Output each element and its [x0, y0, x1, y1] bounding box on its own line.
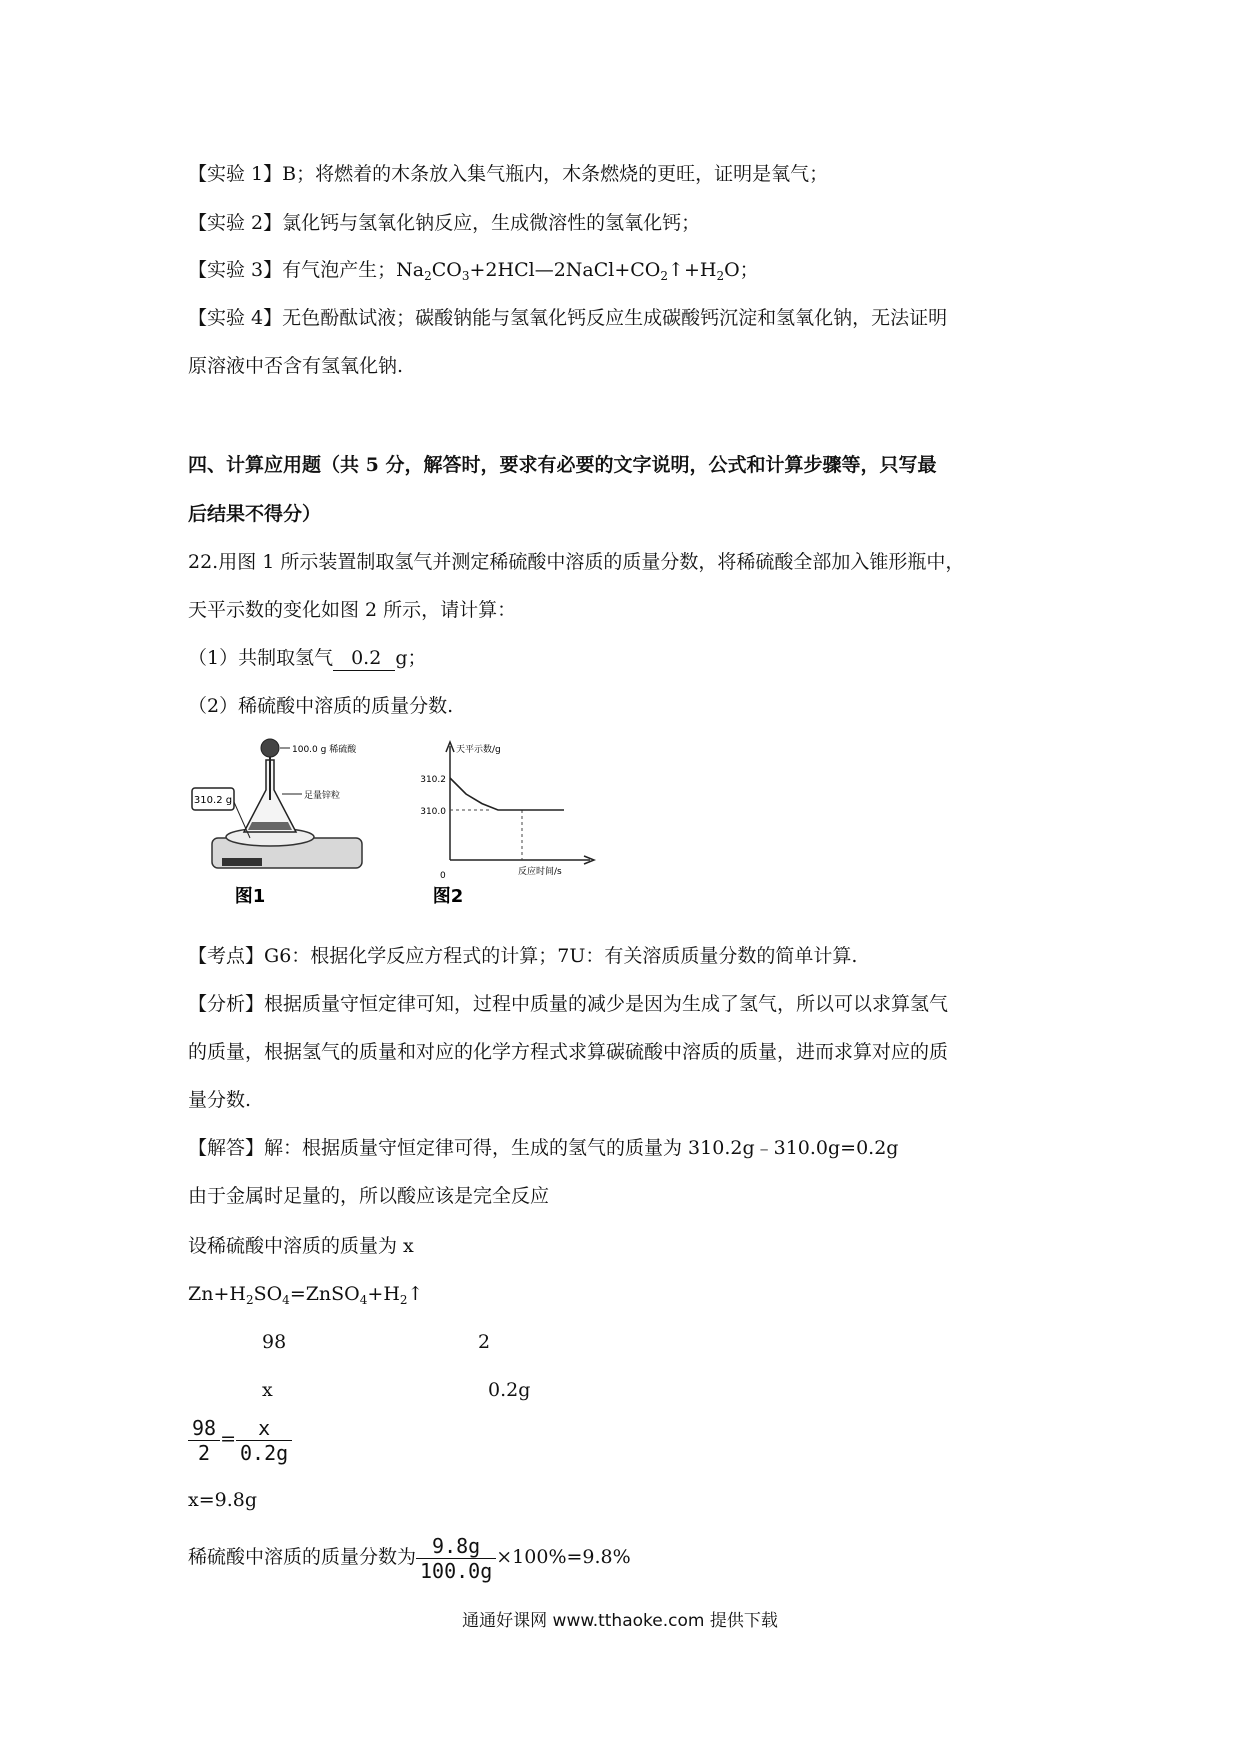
molar-mass-2: 2: [478, 1331, 491, 1353]
exp1-text: B；将燃着的木条放入集气瓶内，木条燃烧的更旺，证明是氧气；: [282, 163, 829, 185]
exp3-text: +2HCl—2NaCl+CO: [469, 259, 661, 281]
answer-blank: 0.2: [333, 646, 395, 671]
chemical-equation: [188, 1282, 423, 1312]
equation-part: SO: [253, 1283, 283, 1305]
section-heading: 四、计算应用题（共 5 分，解答时，要求有必要的文字说明，公式和计算步骤等，只写最: [188, 454, 937, 476]
denominator: 0.2g: [240, 1440, 289, 1465]
subscript: 2: [424, 269, 432, 283]
equation-part: ↑: [407, 1283, 424, 1305]
question-22-line2: 天平示数的变化如图 2 所示，请计算：: [188, 599, 517, 621]
subscript: 2: [245, 1293, 254, 1307]
exp2-line: [188, 211, 700, 235]
exp3-line: [188, 258, 759, 288]
section-heading-cont: 后结果不得分）: [188, 503, 322, 525]
fenxi-line3: 量分数.: [188, 1089, 252, 1111]
fenxi-line2: 的质量，根据氢气的质量和对应的化学方程式求算碳硫酸中溶质的质量，进而求算对应的质: [188, 1041, 949, 1063]
part1-prefix: （1）共制取氢气: [188, 647, 334, 669]
solution-line3: 设稀硫酸中溶质的质量为 x: [188, 1235, 414, 1257]
zinc-granules: [248, 822, 292, 830]
solution-line1: [188, 1136, 898, 1160]
fenxi-text: 根据质量守恒定律可知，过程中质量的减少是因为生成了氢气，所以可以求算氢气: [264, 993, 949, 1015]
kaodian-line: [188, 944, 857, 968]
question-22-line1: 22.用图 1 所示装置制取氢气并测定稀硫酸中溶质的质量分数，将稀硫酸全部加入锥形瓶中，: [188, 551, 965, 573]
fraction-98-2: [188, 1416, 220, 1465]
acid-label: 100.0 g 稀硫酸: [292, 745, 357, 755]
exp2-label: 【实验 2】: [188, 212, 283, 234]
equation-part: Zn+H: [188, 1283, 246, 1305]
exp3-text: ↑+H: [668, 259, 717, 281]
subscript: 2: [716, 269, 725, 283]
equation-part: =ZnSO: [289, 1283, 360, 1305]
y-tick-label: 310.0: [420, 807, 446, 817]
page-footer: 通通好课网 www.tthaoke.com 提供下载: [462, 1611, 778, 1631]
fraction-final: [416, 1534, 496, 1583]
hydrogen-mass: 0.2g: [488, 1379, 531, 1401]
final-answer: [188, 1530, 631, 1584]
figure-2-chart: [400, 730, 600, 910]
exp4-line2: 原溶液中否含有氢氧化钠.: [188, 355, 404, 377]
exp3-text: CO: [431, 259, 462, 281]
fenxi-line1: [188, 992, 948, 1016]
unknown-x: x: [262, 1379, 273, 1401]
figure-1: [190, 730, 390, 910]
equation-part: +H: [367, 1283, 400, 1305]
exp4-line1: [188, 306, 947, 330]
numerator: x: [236, 1416, 292, 1441]
origin-label: 0: [440, 871, 446, 881]
proportion-equation: [188, 1414, 292, 1465]
y-tick-label: 310.2: [420, 775, 446, 785]
y-axis-label: 天平示数/g: [456, 745, 501, 755]
exp2-text: 氯化钙与氢氧化钠反应，生成微溶性的氢氧化钙；: [282, 212, 701, 234]
figure-2-caption: 图2: [432, 886, 464, 907]
question-part1: [188, 646, 426, 671]
final-suffix: ×100%=9.8%: [496, 1546, 631, 1568]
equals-sign: =: [220, 1428, 237, 1450]
exp1-line: [188, 162, 828, 186]
subscript: 3: [461, 269, 470, 283]
kaodian-text: G6：根据化学反应方程式的计算；7U：有关溶质质量分数的简单计算.: [264, 945, 858, 967]
solution-label: 【解答】: [188, 1137, 265, 1159]
balance-keys: [222, 858, 262, 866]
exp3-label: 【实验 3】: [188, 259, 283, 281]
solution-line2: 由于金属时足量的，所以酸应该是完全反应: [188, 1185, 550, 1207]
numerator: 9.8g: [416, 1534, 496, 1559]
result-x: x=9.8g: [188, 1489, 258, 1511]
zinc-label: 足量锌粒: [304, 791, 341, 801]
exp4-label: 【实验 4】: [188, 307, 283, 329]
x-axis-label: 反应时间/s: [518, 867, 562, 877]
kaodian-label: 【考点】: [188, 945, 265, 967]
fraction-x-02: [236, 1416, 292, 1465]
separatory-funnel: [261, 739, 279, 757]
exp3-text: O；: [724, 259, 759, 281]
question-part2: （2）稀硫酸中溶质的质量分数.: [188, 695, 454, 717]
denominator: 2: [198, 1440, 211, 1465]
fenxi-label: 【分析】: [188, 993, 265, 1015]
solution-text: 解：根据质量守恒定律可得，生成的氢气的质量为 310.2g﹣310.0g=0.2g: [264, 1137, 899, 1159]
subscript: 4: [359, 1293, 368, 1307]
molar-mass-98: 98: [262, 1331, 287, 1353]
display-reading: 310.2 g: [193, 795, 233, 806]
figure-1-caption: 图1: [234, 886, 266, 907]
subscript: 2: [660, 269, 669, 283]
numerator: 98: [188, 1416, 220, 1441]
subscript: 2: [399, 1293, 408, 1307]
subscript: 4: [282, 1293, 290, 1307]
final-prefix: 稀硫酸中溶质的质量分数为: [188, 1546, 417, 1568]
exp3-text: 有气泡产生；Na: [282, 259, 425, 281]
part1-suffix: g；: [395, 647, 427, 669]
exp1-label: 【实验 1】: [188, 163, 283, 185]
denominator: 100.0g: [420, 1558, 493, 1583]
exp4-text: 无色酚酞试液；碳酸钠能与氢氧化钙反应生成碳酸钙沉淀和氢氧化钠，无法证明: [282, 307, 948, 329]
